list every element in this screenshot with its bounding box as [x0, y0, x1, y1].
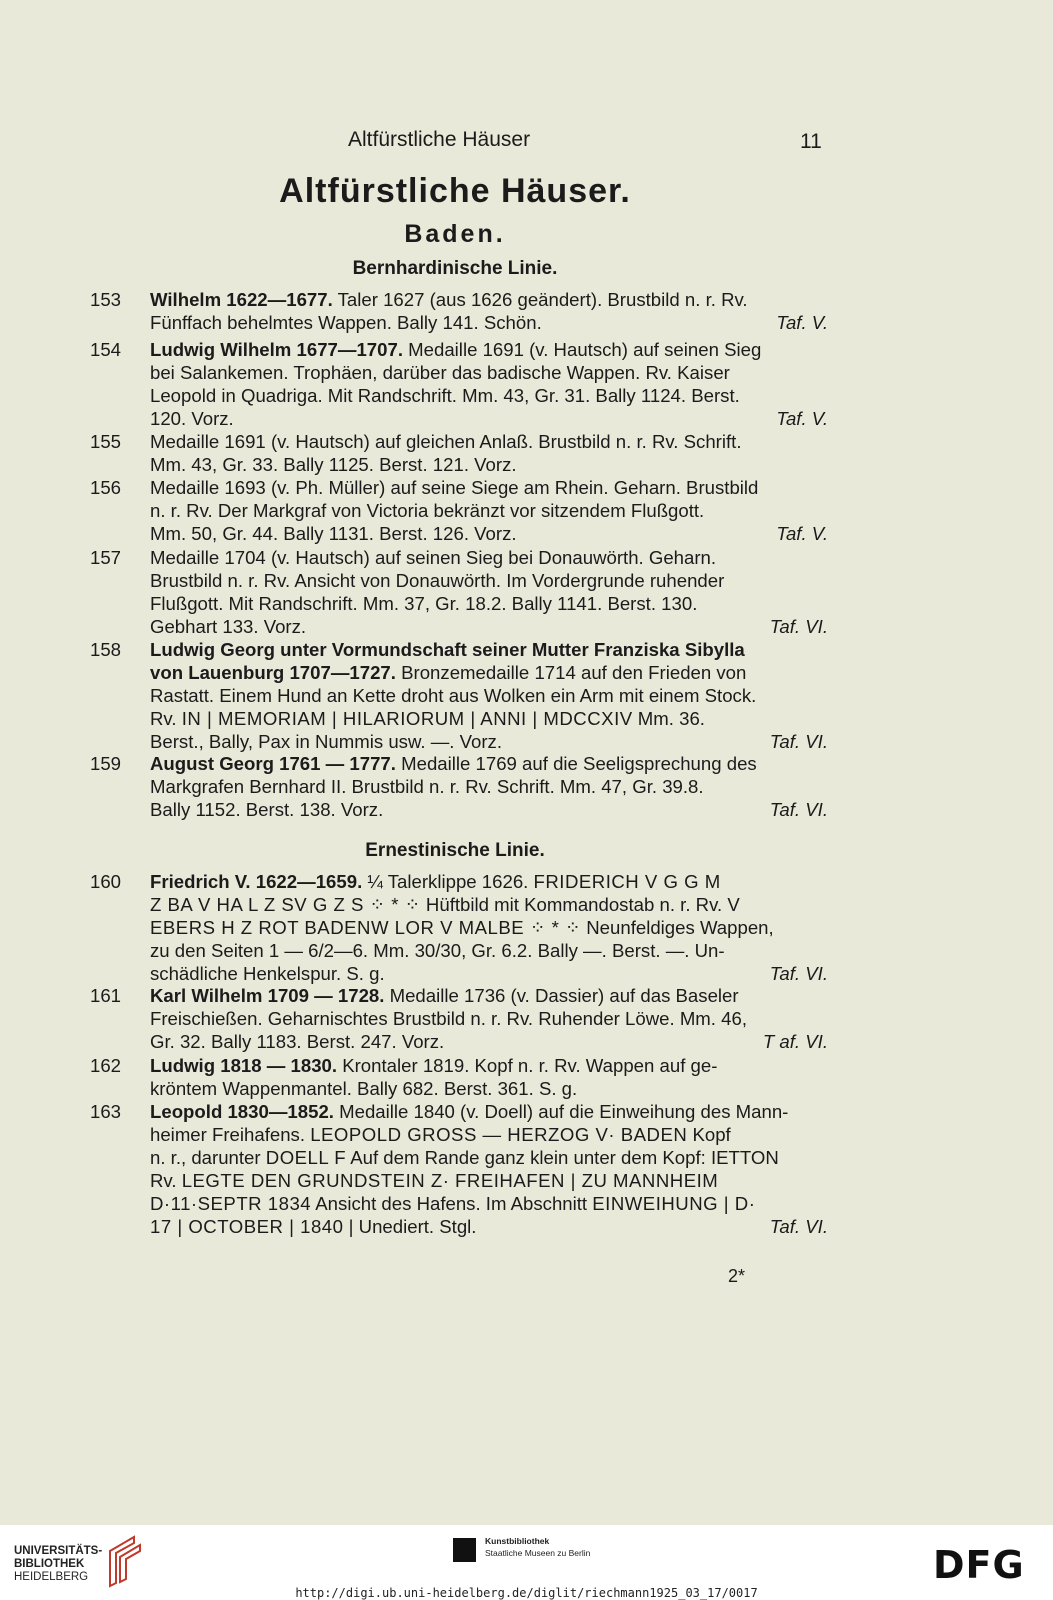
- entry-heading: Karl Wilhelm 1709 — 1728.: [150, 985, 385, 1006]
- entry-line-text: [150, 453, 517, 476]
- entry-line-text: [150, 684, 756, 707]
- entry-text: Berst., Bally, Pax in Nummis usw. —. Vorz.: [150, 731, 502, 752]
- entry-line: [150, 1169, 828, 1192]
- running-title: Altfürstliche Häuser: [348, 128, 531, 151]
- entry-text: Bally 1152. Berst. 138. Vorz.: [150, 799, 384, 820]
- entry-line: [150, 615, 828, 638]
- entry-line: [150, 752, 828, 775]
- entry-line-text: [150, 430, 742, 453]
- entry-line-text: [150, 1030, 444, 1053]
- entry-line-text: [150, 361, 730, 384]
- kb-name: Kunstbibliothek: [485, 1536, 550, 1546]
- entry-line: [150, 775, 828, 798]
- plate-reference: T af. VI.: [762, 1031, 828, 1052]
- entry-line: [150, 1146, 828, 1169]
- entry-line-text: [150, 615, 306, 638]
- catalogue-entry: [90, 1054, 828, 1100]
- footer-bar: [0, 1525, 1053, 1600]
- entry-text: Mm. 50, Gr. 44. Bally 1131. Berst. 126. Vorz.: [150, 523, 517, 544]
- page-title: Altfürstliche Häuser.: [279, 172, 631, 210]
- kunstbibliothek-logo-icon: [453, 1538, 476, 1562]
- entry-text: Taler 1627 (aus 1626 geändert). Brustbild n. r. Rv.: [332, 289, 748, 310]
- entry-line: [150, 1054, 828, 1077]
- entry-number: 158: [90, 639, 122, 660]
- entry-text: Hüftbild mit Kommandostab n. r. Rv. V: [420, 894, 740, 915]
- library-name-line3: HEIDELBERG: [14, 1571, 89, 1583]
- catalogue-entry: [90, 476, 828, 545]
- entry-line-text: [150, 1146, 779, 1169]
- entry-text: bei Salankemen. Trophäen, darüber das badische Wappen. Rv. Kaiser: [150, 362, 730, 383]
- entry-number: 159: [90, 753, 122, 774]
- entry-line-text: [150, 1169, 718, 1192]
- entry-line-text: [150, 476, 758, 499]
- entry-text: Fünffach behelmtes Wappen. Bally 141. Schön.: [150, 312, 542, 333]
- entry-number: 163: [90, 1101, 122, 1122]
- entry-line: [150, 1007, 828, 1030]
- entry-line: [150, 1077, 828, 1100]
- entry-text: Auf dem Rande ganz klein unter dem Kopf: IETTON: [346, 1147, 779, 1168]
- entry-line-text: [150, 775, 704, 798]
- entry-line: [150, 984, 828, 1007]
- entry-line-text: [150, 893, 740, 916]
- entry-text: Medaille 1693 (v. Ph. Müller) auf seine Siege am Rhein. Geharn. Brustbild: [150, 477, 759, 498]
- entry-line-text: [150, 407, 234, 430]
- entry-line: [150, 476, 828, 499]
- entry-text: schädliche Henkelspur. S. g.: [150, 963, 385, 984]
- entry-line: [150, 311, 828, 334]
- entry-line: [150, 893, 828, 916]
- entry-text: Markgrafen Bernhard II. Brustbild n. r. Rv. Schrift. Mm. 47, Gr. 39.8.: [150, 776, 704, 797]
- entry-line: [150, 1100, 828, 1123]
- entry-text: Gr. 32. Bally 1183. Berst. 247. Vorz.: [150, 1031, 445, 1052]
- entry-heading: Ludwig Wilhelm 1677—1707.: [150, 339, 403, 360]
- entry-line-text: [150, 661, 746, 684]
- coin-inscription: LEGTE DEN GRUNDSTEIN Z· FREIHAFEN | ZU MANNHEIM: [181, 1170, 719, 1191]
- entry-text: Mm. 36.: [632, 708, 705, 729]
- entry-number: 153: [90, 289, 122, 310]
- running-header: [0, 128, 1053, 158]
- entry-line: [150, 684, 828, 707]
- plate-reference: Taf. VI.: [769, 1216, 828, 1237]
- entry-text: Kopf: [687, 1124, 731, 1145]
- entry-line: [150, 707, 828, 730]
- catalogue-entry: [90, 638, 828, 753]
- entry-number: 162: [90, 1055, 122, 1076]
- entry-line-text: [150, 288, 748, 311]
- entry-line: [150, 730, 828, 753]
- coin-inscription: Z BA V HA L Z SV G Z S ⁘ * ⁘: [150, 894, 421, 915]
- entry-line: [150, 522, 828, 545]
- entry-text: Neunfeldiges Wappen,: [581, 917, 774, 938]
- entry-line-text: [150, 384, 740, 407]
- entry-text: heimer Freihafens.: [150, 1124, 311, 1145]
- entry-line: [150, 361, 828, 384]
- entry-line-text: [150, 1007, 747, 1030]
- coin-inscription: 17 | OCTOBER | 1840: [150, 1216, 344, 1237]
- entry-line: [150, 546, 828, 569]
- catalogue-entry: [90, 1100, 828, 1238]
- library-logo: [14, 1545, 102, 1584]
- entry-text: Krontaler 1819. Kopf n. r. Rv. Wappen auf ge-: [337, 1055, 718, 1076]
- entry-heading: Ludwig 1818 — 1830.: [150, 1055, 338, 1076]
- entry-text: Brustbild n. r. Rv. Ansicht von Donauwörth. Im Vordergrunde ruhender: [150, 570, 725, 591]
- page-number: 11: [800, 130, 822, 153]
- entry-text: kröntem Wappenmantel. Bally 682. Berst. 361. S. g.: [150, 1078, 578, 1099]
- coin-inscription: EBERS H Z ROT BADENW LOR V MALBE ⁘ * ⁘: [150, 917, 582, 938]
- entry-text: Flußgott. Mit Randschrift. Mm. 37, Gr. 18.2. Bally 1141. Berst. 130.: [150, 593, 698, 614]
- entry-text: Medaille 1704 (v. Hautsch) auf seinen Sieg bei Donauwörth. Geharn.: [150, 547, 717, 568]
- entry-text: n. r. Rv. Der Markgraf von Victoria bekränzt vor sitzendem Flußgott.: [150, 500, 705, 521]
- subsection-heading-bernhardinische: Bernhardinische Linie.: [352, 258, 558, 279]
- entry-line-text: [150, 499, 704, 522]
- catalogue-entry: [90, 752, 828, 821]
- coin-inscription: FRIDERICH V G G M: [533, 871, 721, 892]
- entry-text: Leopold in Quadriga. Mit Randschrift. Mm. 43, Gr. 31. Bally 1124. Berst.: [150, 385, 740, 406]
- entry-line: [150, 1192, 828, 1215]
- entry-line-text: [150, 1192, 755, 1215]
- entry-line-text: [150, 311, 542, 334]
- coin-inscription: IN | MEMORIAM | HILARIORUM | ANNI | MDCCXIV: [181, 708, 633, 729]
- entry-line: [150, 430, 828, 453]
- entry-heading: von Lauenburg 1707—1727.: [150, 662, 396, 683]
- entry-line-text: [150, 1123, 731, 1146]
- entry-line: [150, 569, 828, 592]
- entry-line-text: [150, 870, 721, 893]
- coin-inscription: LEOPOLD GROSS — HERZOG V· BADEN: [310, 1124, 688, 1145]
- entry-number: 157: [90, 547, 122, 568]
- library-name-line1: UNIVERSITÄTS-: [14, 1545, 103, 1557]
- entry-line: [150, 499, 828, 522]
- entry-line-text: [150, 707, 705, 730]
- coin-inscription: EINWEIHUNG | D·: [592, 1193, 756, 1214]
- entry-text: Ansicht des Hafens. Im Abschnitt: [311, 1193, 593, 1214]
- plate-reference: Taf. V.: [776, 312, 828, 333]
- catalogue-entry: [90, 288, 828, 334]
- entry-number: 154: [90, 339, 122, 360]
- entry-line: [150, 661, 828, 684]
- plate-reference: Taf. VI.: [769, 616, 828, 637]
- entry-text: Medaille 1736 (v. Dassier) auf das Baseler: [384, 985, 739, 1006]
- entry-line-text: [150, 798, 383, 821]
- signature-mark: 2*: [728, 1266, 746, 1286]
- catalogue-entry: [90, 338, 828, 430]
- entry-text: Mm. 43, Gr. 33. Bally 1125. Berst. 121. Vorz.: [150, 454, 517, 475]
- entry-line-text: [150, 569, 724, 592]
- permalink-url[interactable]: http://digi.ub.uni-heidelberg.de/diglit/riechmann1925_03_17/0017: [295, 1586, 758, 1600]
- entry-line: [150, 338, 828, 361]
- entry-line: [150, 384, 828, 407]
- entry-text: Gebhart 133. Vorz.: [150, 616, 307, 637]
- entry-heading: August Georg 1761 — 1777.: [150, 753, 396, 774]
- entry-line-text: [150, 1100, 788, 1123]
- entry-text: Medaille 1840 (v. Doell) auf die Einweihung des Mann-: [333, 1101, 789, 1122]
- entry-line-text: [150, 752, 757, 775]
- entry-line: [150, 1030, 828, 1053]
- coin-inscription: DOELL F: [265, 1147, 347, 1168]
- catalogue-entry: [90, 546, 828, 638]
- kunstbibliothek-label: [485, 1535, 590, 1559]
- entry-heading: Friedrich V. 1622—1659.: [150, 871, 363, 892]
- entry-line-text: [150, 1215, 476, 1238]
- entry-line-text: [150, 984, 739, 1007]
- library-emblem-icon: [104, 1533, 144, 1588]
- catalogue-entry: [90, 430, 828, 476]
- entry-line-text: [150, 338, 761, 361]
- entry-line-text: [150, 638, 745, 661]
- entry-line-text: [150, 916, 774, 939]
- entry-text: Rv.: [150, 1170, 182, 1191]
- entry-line: [150, 407, 828, 430]
- entry-text: n. r., darunter: [150, 1147, 266, 1168]
- entry-line: [150, 939, 828, 962]
- entry-line-text: [150, 522, 517, 545]
- catalogue-entry: [90, 984, 828, 1053]
- entry-line: [150, 592, 828, 615]
- plate-reference: Taf. VI.: [769, 963, 828, 984]
- subsection-heading-ernestinische: Ernestinische Linie.: [365, 840, 545, 861]
- plate-reference: Taf. V.: [776, 408, 828, 429]
- entry-line-text: [150, 939, 725, 962]
- entry-line: [150, 870, 828, 893]
- entry-text: Freischießen. Geharnischtes Brustbild n. r. Rv. Ruhender Löwe. Mm. 46,: [150, 1008, 747, 1029]
- section-title: Baden.: [404, 220, 506, 248]
- entry-heading: Leopold 1830—1852.: [150, 1101, 334, 1122]
- entry-line: [150, 453, 828, 476]
- entry-line-text: [150, 546, 716, 569]
- entry-text: ¼ Talerklippe 1626.: [362, 871, 534, 892]
- entry-text: Rastatt. Einem Hund an Kette droht aus Wolken ein Arm mit einem Stock.: [150, 685, 757, 706]
- entry-heading: Wilhelm 1622—1677.: [150, 289, 333, 310]
- entry-number: 156: [90, 477, 122, 498]
- entry-number: 161: [90, 985, 122, 1006]
- dfg-logo: DFG: [933, 1543, 1025, 1587]
- entry-text: 120. Vorz.: [150, 408, 234, 429]
- entry-line: [150, 638, 828, 661]
- library-name-line2: BIBLIOTHEK: [14, 1558, 85, 1570]
- entry-heading: Ludwig Georg unter Vormundschaft seiner Mutter Franziska Sibylla: [150, 639, 745, 660]
- entry-line: [150, 288, 828, 311]
- entry-line: [150, 916, 828, 939]
- entry-text: Bronzemedaille 1714 auf den Frieden von: [395, 662, 747, 683]
- plate-reference: Taf. V.: [776, 523, 828, 544]
- entry-text: | Unediert. Stgl.: [343, 1216, 477, 1237]
- entry-line: [150, 962, 828, 985]
- kb-institution: Staatliche Museen zu Berlin: [485, 1548, 591, 1558]
- entry-line: [150, 1123, 828, 1146]
- entry-line: [150, 798, 828, 821]
- entry-text: Medaille 1691 (v. Hautsch) auf seinen Sieg: [403, 339, 762, 360]
- catalogue-entry: [90, 870, 828, 985]
- entry-line: [150, 1215, 828, 1238]
- plate-reference: Taf. VI.: [769, 799, 828, 820]
- entry-line-text: [150, 962, 385, 985]
- plate-reference: Taf. VI.: [769, 731, 828, 752]
- entry-number: 155: [90, 431, 122, 452]
- entry-number: 160: [90, 871, 122, 892]
- entry-text: Medaille 1769 auf die Seeligsprechung des: [395, 753, 757, 774]
- entry-text: zu den Seiten 1 — 6/2—6. Mm. 30/30, Gr. 6.2. Bally —. Berst. —. Un-: [150, 940, 725, 961]
- coin-inscription: D·11·SEPTR 1834: [150, 1193, 312, 1214]
- entry-line-text: [150, 592, 697, 615]
- entry-line-text: [150, 730, 502, 753]
- entry-line-text: [150, 1077, 577, 1100]
- entry-text: Medaille 1691 (v. Hautsch) auf gleichen Anlaß. Brustbild n. r. Rv. Schrift.: [150, 431, 742, 452]
- entry-text: Rv.: [150, 708, 182, 729]
- entry-line-text: [150, 1054, 717, 1077]
